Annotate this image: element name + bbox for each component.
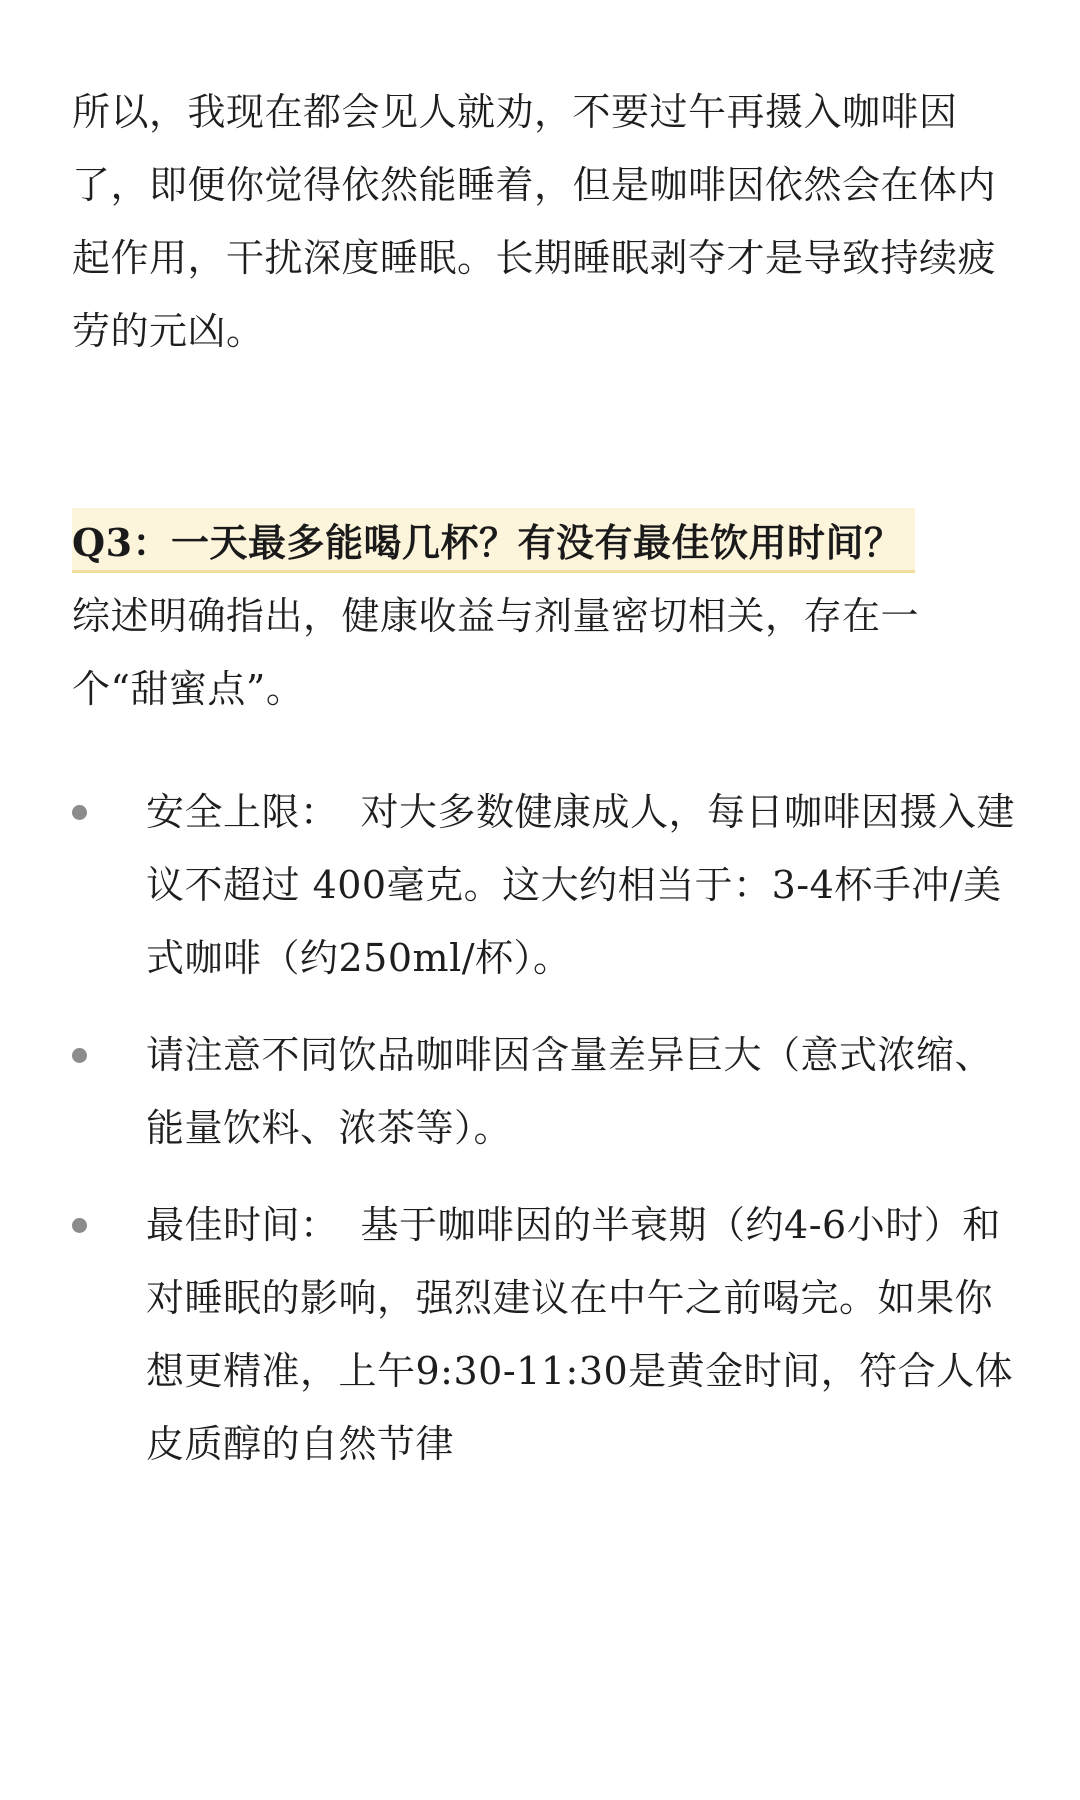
bullet-dot-icon <box>72 1048 87 1063</box>
section-heading: Q3：一天最多能喝几杯？有没有最佳饮用时间？ <box>72 519 903 565</box>
list-item-text: 基于咖啡因的半衰期（约4-6小时）和对睡眠的影响，强烈建议在中午之前喝完。如果你想更精准，上午9:30-11:30是黄金时间，符合人体皮质醇的自然节律 <box>146 1203 1014 1466</box>
list-item-safety-limit <box>72 776 1022 995</box>
bullet-list <box>72 776 1022 1505</box>
list-item-label: 最佳时间： <box>146 1203 339 1247</box>
summary-paragraph: 综述明确指出，健康收益与剂量密切相关，存在一个“甜蜜点”。 <box>72 594 920 711</box>
bullet-dot-icon <box>72 1218 87 1233</box>
list-item-label: 安全上限： <box>146 790 339 834</box>
section-heading-highlight <box>72 508 915 573</box>
list-item-text: 请注意不同饮品咖啡因含量差异巨大（意式浓缩、能量饮料、浓茶等）。 <box>146 1033 994 1150</box>
bullet-dot-icon <box>72 805 87 820</box>
list-item-best-time <box>72 1189 1022 1481</box>
list-item-text: 对大多数健康成人，每日咖啡因摄入建议不超过 400毫克。这大约相当于：3-4杯手冲/美式咖啡（约250ml/杯）。 <box>146 790 1016 980</box>
list-item-note <box>72 1019 1022 1165</box>
intro-paragraph: 所以，我现在都会见人就劝，不要过午再摄入咖啡因了，即便你觉得依然能睡着，但是咖啡因依然会在体内起作用，干扰深度睡眠。长期睡眠剥夺才是导致持续疲劳的元凶。 <box>72 90 997 353</box>
